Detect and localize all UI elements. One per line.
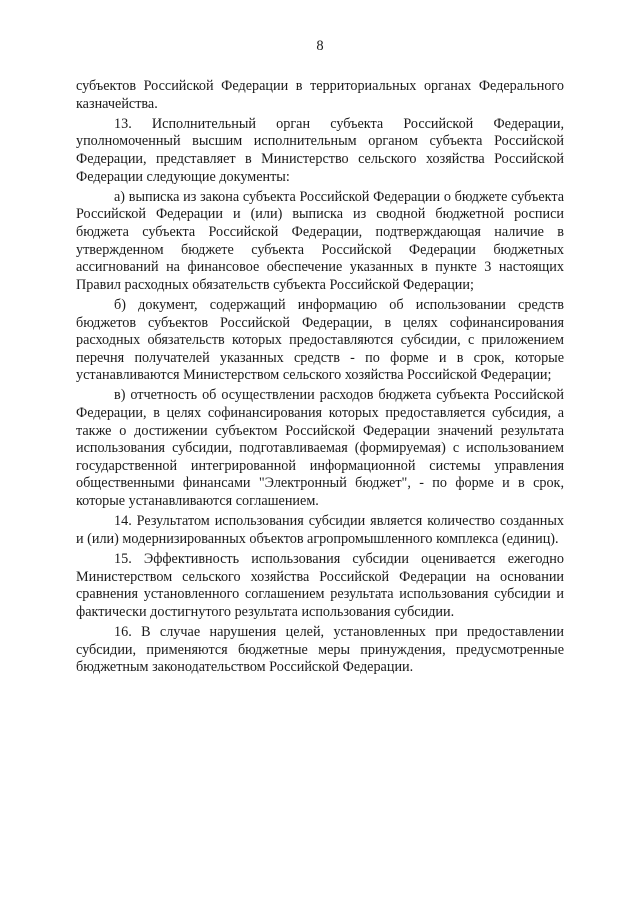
- page-number: 8: [316, 38, 324, 54]
- paragraph-item-13: 13. Исполнительный орган субъекта Российской Федерации, уполномоченный высшим исполнительным органом субъекта Российской Федерации, представляет в Министерство сельского хозяйства Российской Федерации следующие документы:: [76, 115, 564, 185]
- paragraph-item-14: 14. Результатом использования субсидии является количество созданных и (или) модернизированных объектов агропромышленного комплекса (единиц).: [76, 513, 564, 547]
- paragraph-subitem-v: в) отчетность об осуществлении расходов бюджета субъекта Российской Федерации, в целях софинансирования которых предоставляется субсидия, а также о достижении субъектом Российской Федерации значений результата использования субсидии, подготавливаемая (формируемая) с использованием государственной интегрированной информационной системы управления общественными финансами "Электронный бюджет", - по форме и в срок, которые устанавливаются соглашением.: [76, 387, 564, 510]
- paragraph-continuation: субъектов Российской Федерации в территориальных органах Федерального казначейства.: [76, 78, 564, 112]
- paragraph-item-16: 16. В случае нарушения целей, установленных при предоставлении субсидии, применяются бюджетные меры принуждения, предусмотренные бюджетным законодательством Российской Федерации.: [76, 623, 564, 676]
- paragraph-subitem-b: б) документ, содержащий информацию об использовании средств бюджетов субъектов Российской Федерации, в целях софинансирования расходных обязательств которых предоставляются субсидии, с приложением перечня получателей указанных средств - по форме и в срок, которые устанавливаются Министерством сельского хозяйства Российской Федерации;: [76, 296, 564, 384]
- paragraph-item-15: 15. Эффективность использования субсидии оценивается ежегодно Министерством сельского хозяйства Российской Федерации на основании сравнения установленного соглашением результата использования субсидии и фактически достигнутого результата использования субсидии.: [76, 551, 564, 620]
- paragraph-subitem-a: а) выписка из закона субъекта Российской Федерации о бюджете субъекта Российской Федерации и (или) выписка из сводной бюджетной росписи бюджета субъекта Российской Федерации, подтверждающая наличие в утвержденном бюджете субъекта Российской Федерации бюджетных ассигнований на финансовое обеспечение указанных в пункте 3 настоящих Правил расходных обязательств субъекта Российской Федерации;: [76, 188, 564, 293]
- document-body: [76, 78, 564, 679]
